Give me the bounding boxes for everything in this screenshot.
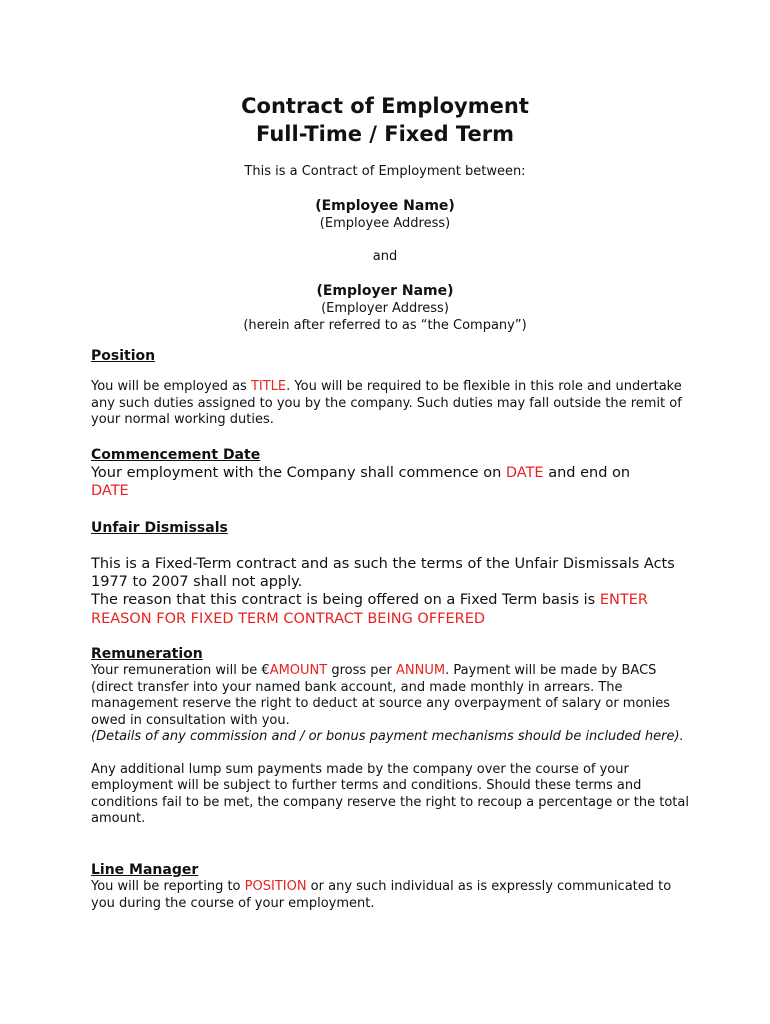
unfair-paragraph-1: This is a Fixed-Term contract and as such the terms of the Unfair Dismissals Acts 1977 to 2007 shall not apply. [91, 556, 675, 591]
text-run: The reason that this contract is being offered on a Fixed Term basis is [91, 592, 600, 609]
text-run: You will be reporting to [91, 879, 245, 894]
section-remuneration [91, 645, 691, 828]
position-paragraph [91, 379, 691, 429]
and-text: and [372, 249, 398, 264]
placeholder-position: POSITION [244, 879, 307, 894]
section-heading: Remuneration [91, 646, 203, 662]
placeholder-title: TITLE [250, 379, 287, 394]
employee-name: (Employee Name) [315, 198, 455, 214]
intro-text: This is a Contract of Employment between: [244, 164, 526, 179]
line-manager-paragraph [91, 879, 691, 912]
title-line-2: Full-Time / Fixed Term [256, 122, 514, 146]
employer-block [0, 282, 770, 334]
text-run: Your remuneration will be € [91, 663, 270, 678]
title-line-1: Contract of Employment [241, 94, 529, 118]
section-line-manager [91, 861, 691, 912]
text-run: . Payment will be made by BACS (direct transfer into your named bank account, and made monthly in arrears. The management reserve the right to deduct at source any overpayment of salary or monies owed in consultation with you. [91, 663, 671, 728]
placeholder-end-date: DATE [91, 483, 129, 500]
placeholder-start-date: DATE [505, 465, 544, 481]
text-run: . You will be required to be flexible in this role and undertake any such duties assigned to you by the company. Such duties may fall outside the remit of your normal working duties. [91, 379, 682, 427]
section-heading: Position [91, 348, 156, 364]
text-run: You will be employed as [91, 379, 251, 394]
placeholder-reason: ENTER REASON FOR FIXED TERM CONTRACT BEING OFFERED [91, 592, 648, 627]
text-run: gross per [327, 663, 397, 678]
company-reference: (herein after referred to as “the Company”) [243, 318, 527, 333]
text-run: Your employment with the Company shall commence on [91, 465, 506, 481]
section-heading: Commencement Date [91, 447, 261, 463]
section-unfair-dismissals [91, 519, 691, 628]
remuneration-paragraph-2: Any additional lump sum payments made by the company over the course of your employment will be subject to further terms and conditions. Should these terms and conditions fail to be met, the company reserve the right to recoup a percentage or the total amount. [91, 761, 689, 826]
section-commencement [91, 446, 691, 500]
employer-address: (Employer Address) [321, 301, 449, 316]
employer-name: (Employer Name) [316, 283, 454, 299]
employee-block [0, 197, 770, 232]
section-heading: Line Manager [91, 862, 199, 878]
unfair-paragraph-2 [91, 591, 691, 627]
placeholder-amount: AMOUNT [269, 663, 328, 678]
section-position [91, 347, 691, 429]
text-run: and end on [543, 465, 631, 481]
remuneration-note: (Details of any commission and / or bonus payment mechanisms should be included here). [91, 729, 684, 744]
employee-address: (Employee Address) [319, 216, 451, 231]
commencement-paragraph [91, 464, 691, 500]
remuneration-paragraph-1 [91, 663, 691, 729]
document-title [0, 92, 770, 148]
section-heading: Unfair Dismissals [91, 520, 228, 536]
placeholder-period: ANNUM [396, 663, 446, 678]
text-run: or any such individual as is expressly communicated to you during the course of your employment. [91, 879, 672, 911]
